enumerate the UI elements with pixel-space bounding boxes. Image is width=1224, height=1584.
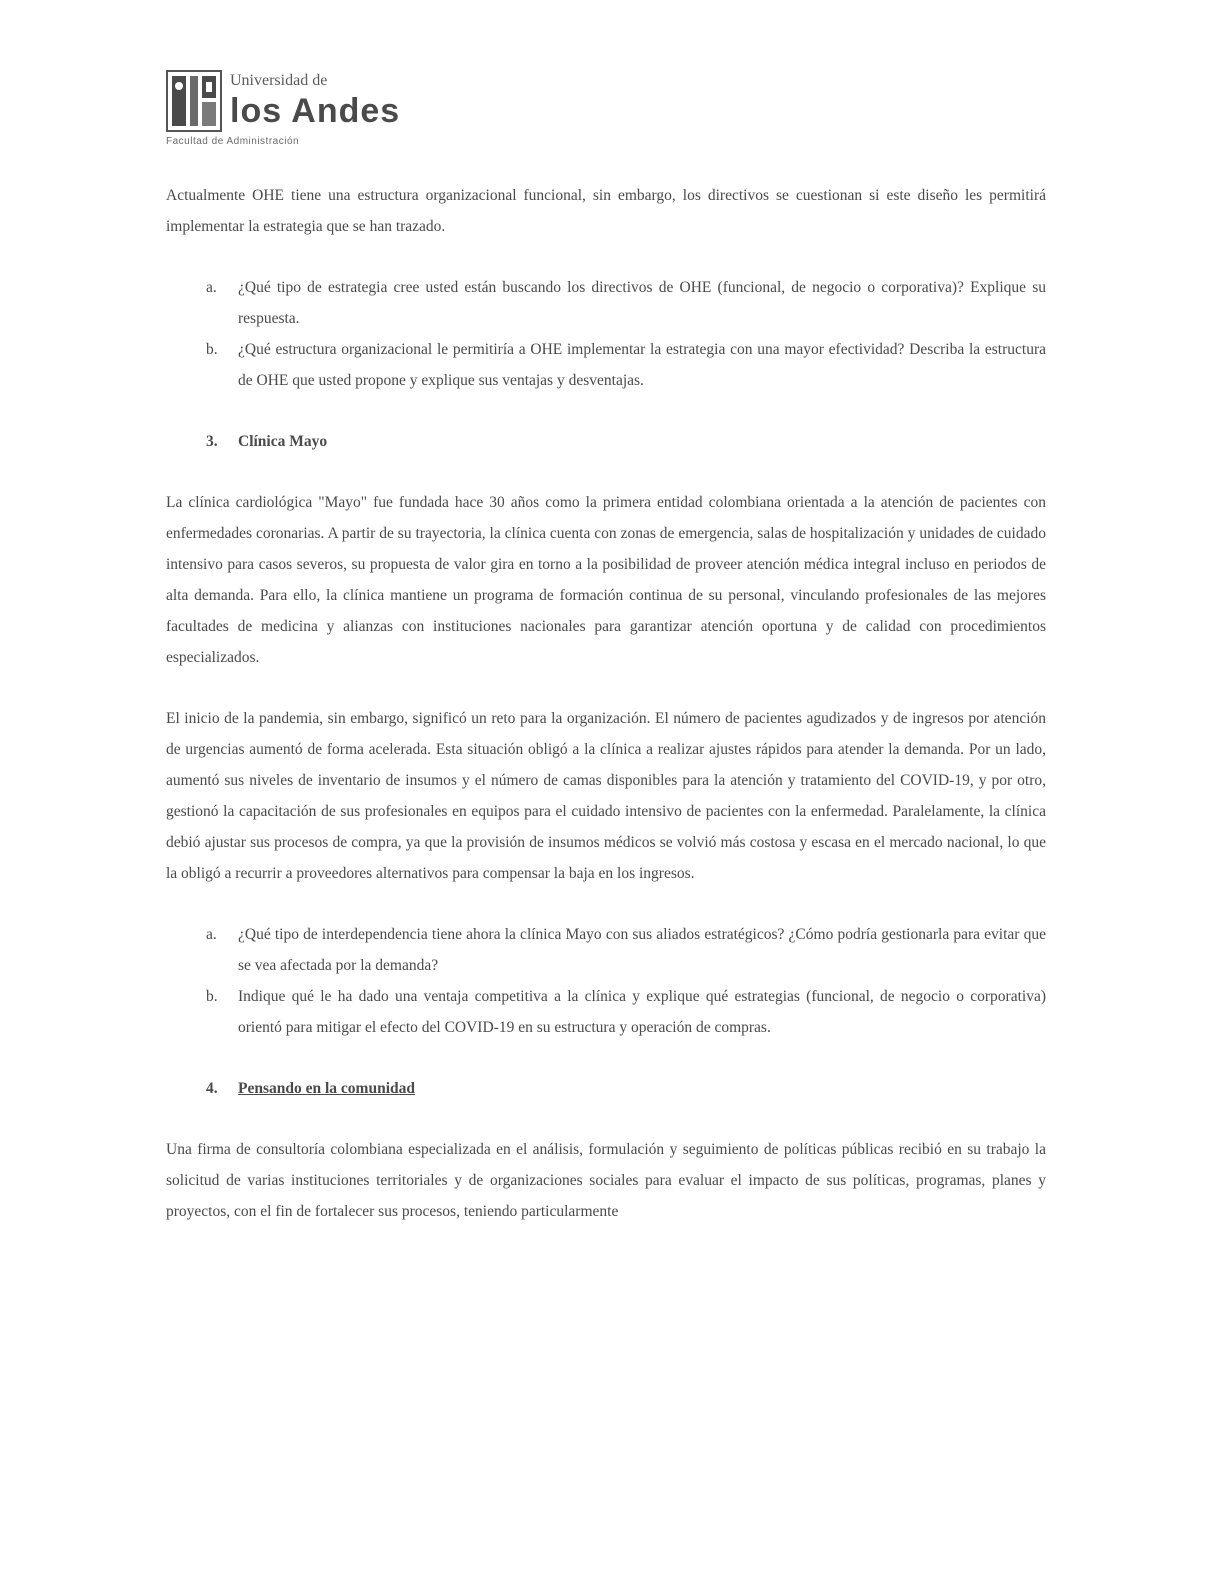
question-marker: b.	[206, 341, 218, 358]
university-emblem-icon	[166, 70, 222, 132]
section-number: 3.	[206, 433, 218, 450]
question-marker: a.	[206, 279, 217, 296]
section-heading-clinica-mayo	[166, 426, 1046, 457]
section-number: 4.	[206, 1080, 218, 1097]
question-text: ¿Qué tipo de estrategia cree usted están buscando los directivos de OHE (funcional, de negocio o corporativa)? Explique su respuesta.	[238, 279, 1046, 327]
question-text: Indique qué le ha dado una ventaja competitiva a la clínica y explique qué estrategias (funcional, de negocio o corporativa) orientó para mitigar el efecto del COVID-19 en su estructura y operación de compras.	[238, 988, 1046, 1036]
logo-text-line3: Facultad de Administración	[166, 136, 300, 147]
question-item	[206, 334, 1046, 396]
comunidad-paragraph: Una firma de consultoría colombiana especializada en el análisis, formulación y seguimiento de políticas públicas recibió en su trabajo la solicitud de varias instituciones territoriales y de organizaciones sociales para evaluar el impacto de sus políticas, programas, planes y proyectos, con el fin de fortalecer sus procesos, teniendo particularmente	[166, 1141, 1046, 1220]
question-text: ¿Qué tipo de interdependencia tiene ahora la clínica Mayo con sus aliados estratégicos? ¿Cómo podría gestionarla para evitar que se vea afectada por la demanda?	[238, 926, 1046, 974]
document-body	[166, 180, 1046, 1257]
clinica-mayo-paragraph-2: El inicio de la pandemia, sin embargo, significó un reto para la organización. El número de pacientes agudizados y de ingresos por atención de urgencias aumentó de forma acelerada. Esta situación obligó a la clínica a realizar ajustes rápidos para atender la demanda. Por un lado, aumentó sus niveles de inventario de insumos y el número de camas disponibles para la atención y tratamiento del COVID-19, y por otro, gestionó la capacitación de sus profesionales en equipos para el cuidado intensivo de pacientes con la enfermedad. Paralelamente, la clínica debió ajustar sus procesos de compra, ya que la provisión de insumos médicos se volvió más costosa y escasa en el mercado nacional, lo que la obligó a recurrir a proveedores alternativos para compensar la baja en los ingresos.	[166, 710, 1046, 882]
question-item	[206, 272, 1046, 334]
question-marker: a.	[206, 926, 217, 943]
question-list-mayo	[166, 919, 1046, 1043]
intro-paragraph: Actualmente OHE tiene una estructura organizacional funcional, sin embargo, los directivos se cuestionan si este diseño les permitirá implementar la estrategia que se han trazado.	[166, 187, 1046, 235]
question-marker: b.	[206, 988, 218, 1005]
logo-text-line1: Universidad de	[230, 72, 328, 89]
logo-text-line2: los Andes	[230, 92, 401, 130]
question-item	[206, 919, 1046, 981]
section-title: Clínica Mayo	[238, 433, 328, 450]
university-logo	[166, 70, 401, 150]
clinica-mayo-paragraph-1: La clínica cardiológica "Mayo" fue fundada hace 30 años como la primera entidad colombiana orientada a la atención de pacientes con enfermedades coronarias. A partir de su trayectoria, la clínica cuenta con zonas de emergencia, salas de hospitalización y unidades de cuidado intensivo para casos severos, su propuesta de valor gira en torno a la posibilidad de proveer atención médica integral incluso en periodos de alta demanda. Para ello, la clínica mantiene un programa de formación continua de su personal, vinculando profesionales de las mejores facultades de medicina y alianzas con instituciones nacionales para garantizar atención oportuna y de calidad con procedimientos especializados.	[166, 494, 1046, 666]
section-title: Pensando en la comunidad	[238, 1080, 416, 1097]
question-item	[206, 981, 1046, 1043]
question-list-ohe	[166, 272, 1046, 396]
section-heading-comunidad	[166, 1073, 1046, 1104]
question-text: ¿Qué estructura organizacional le permitiría a OHE implementar la estrategia con una mayor efectividad? Describa la estructura de OHE que usted propone y explique sus ventajas y desventajas.	[238, 341, 1046, 389]
